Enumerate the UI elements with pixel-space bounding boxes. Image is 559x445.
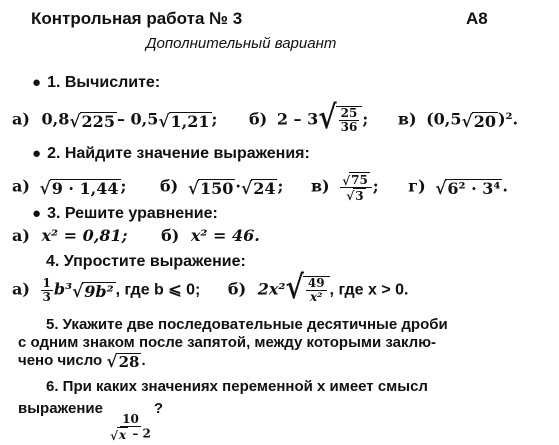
item-label: в) xyxy=(397,109,417,129)
radical: √ 20 xyxy=(461,111,496,132)
radical: √ 24 xyxy=(241,178,276,199)
radical: √ 9b² xyxy=(72,281,114,302)
task-2-heading: ● 2. Найдите значение выражения: xyxy=(32,145,310,162)
item-label: а) xyxy=(12,109,30,129)
item-label: б) xyxy=(227,279,247,299)
radical: √ $\frac{49}{\text{x²}}$ xyxy=(285,276,329,304)
task-1-heading: ● 1. Вычислите: xyxy=(32,74,161,91)
radical: √ 6² · 3⁴ xyxy=(435,178,501,199)
item-label: б) xyxy=(249,109,268,129)
radical: √ 225 xyxy=(69,111,115,132)
task-2-items: а) √ 9 · 1,44 ; б) √ 150 · √ 24 ; в) √ 75 √ 3 ; г) √ 6² · 3⁴ . xyxy=(12,173,508,204)
task-4-items: а) $\frac{1}{3}$ b³ √ 9b² , где b ⩽ 0; б) 2x² √ $\frac{49}{\text{x²}}$ , где x > 0. xyxy=(12,268,409,307)
variant-subtitle: Дополнительный вариант xyxy=(146,35,337,52)
task-6-line-1: 6. При каких значениях переменной x имеет смысл xyxy=(46,378,428,395)
task-3-heading: ● 3. Решите уравнение: xyxy=(32,205,218,222)
task-4-heading: 4. Упростите выражение: xyxy=(46,253,246,270)
item-label: в) xyxy=(310,176,330,196)
radical: √ 150 xyxy=(187,178,234,199)
radical: √ 28 xyxy=(106,352,140,372)
task-6-line-2: выражение 10 √ x – 2 ? xyxy=(18,400,164,443)
item-label: а) xyxy=(12,176,30,196)
radical: √ $\frac{25}{36}$ xyxy=(318,106,362,134)
radical: √ 1,21 xyxy=(158,111,210,132)
worksheet-title: Контрольная работа № 3 xyxy=(31,9,243,28)
task-5-line-2: с одним знаком после запятой, между которыми заклю- xyxy=(18,334,437,351)
item-label: б) xyxy=(161,226,180,245)
bullet-icon: ● xyxy=(32,74,42,91)
bullet-icon: ● xyxy=(32,145,42,162)
radical-fraction: √ 75 √ 3 xyxy=(340,172,372,202)
item-label: а) xyxy=(12,279,30,299)
fraction: 10 √ x – 2 xyxy=(110,412,151,443)
bullet-icon: ● xyxy=(32,205,42,222)
task-1-items: а) 0,8 √ 225 – 0,5 √ 1,21 ; б) 2 – 3 √ $\frac{25}{36}$ ; в) (0,5 √ 20 )². xyxy=(12,98,519,137)
task-5-line-3: чено число √ 28 . xyxy=(18,352,146,372)
variant-code: А8 xyxy=(466,9,488,28)
radical: √ 9 · 1,44 xyxy=(39,178,119,199)
task-5-line-1: 5. Укажите две последовательные десятичные дроби xyxy=(46,316,448,333)
item-label: б) xyxy=(160,176,179,196)
item-label: а) xyxy=(12,226,30,245)
task-3-items: а) x² = 0,81; б) x² = 46. xyxy=(12,226,260,245)
item-label: г) xyxy=(408,176,426,196)
